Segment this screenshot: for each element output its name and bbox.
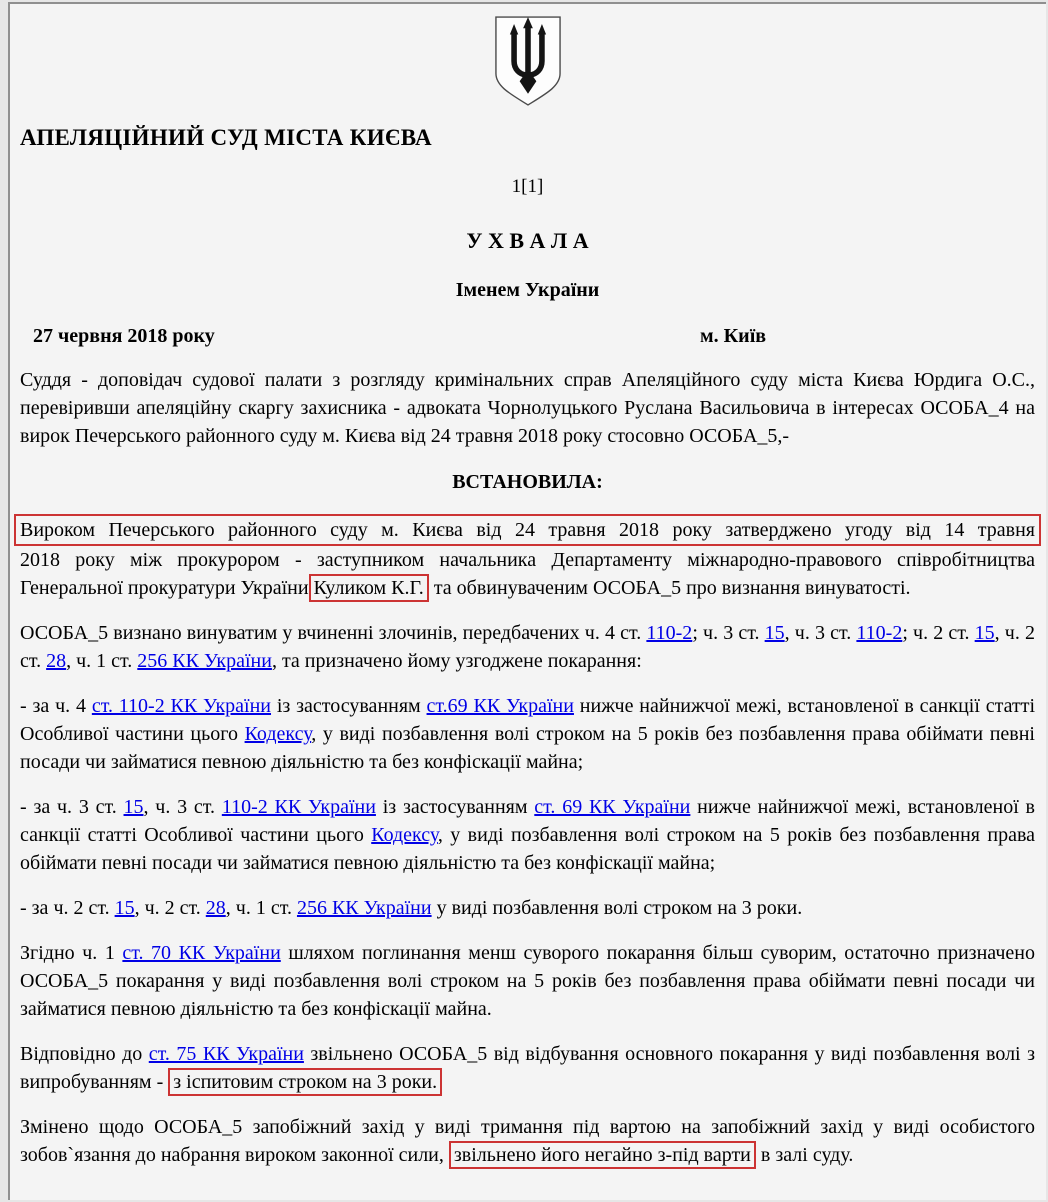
statute-link[interactable]: 110-2 КК України bbox=[221, 796, 376, 818]
paragraph-charges bbox=[20, 619, 1035, 675]
text-run: в залі суду. bbox=[755, 1144, 854, 1166]
text-run: нижче найнижчої межі, встановленої в санкції статті Особливої частини цього bbox=[20, 796, 1035, 846]
statute-link[interactable]: 15 bbox=[974, 622, 995, 644]
red-highlight-line: Вироком Печерського районного суду м. Києва від 24 травня 2018 року затверджено угоду від 14 травня bbox=[14, 514, 1041, 546]
text-run: , ч. 2 ст. bbox=[20, 622, 1036, 672]
court-name-heading: АПЕЛЯЦІЙНИЙ СУД МІСТА КИЄВА bbox=[20, 125, 432, 150]
text-run: 2018 року між прокурором - заступником начальника Департаменту міжнародно-правового співробітництва Генеральної прокуратури України bbox=[20, 549, 1035, 599]
paragraph-probation bbox=[20, 1040, 1035, 1096]
trident-shield-icon bbox=[493, 15, 563, 107]
text-run: , у виді позбавлення волі строком на 5 років без позбавлення права обіймати певні посади чи займатися певною діяльністю та без конфіскації майна; bbox=[20, 723, 1035, 773]
decision-city: м. Київ bbox=[700, 325, 767, 347]
text-run: із застосуванням bbox=[375, 796, 535, 818]
statute-link[interactable]: 15 bbox=[764, 622, 785, 644]
paragraph-preventive-measure bbox=[20, 1113, 1035, 1169]
text-run: - за ч. 2 ст. bbox=[20, 897, 115, 919]
paragraph-verdict-approval bbox=[20, 514, 1035, 602]
document-type-title: У Х В А Л А bbox=[466, 228, 589, 253]
statute-link[interactable]: ст. 110-2 КК України bbox=[91, 695, 272, 717]
statute-link[interactable]: ст.69 КК України bbox=[426, 695, 574, 717]
text-run: Змінено щодо ОСОБА_5 запобіжний захід у виді тримання під вартою на запобіжний захід у виді особистого зобов`язання до набрання вироком законної сили, bbox=[20, 1116, 1035, 1166]
red-highlight-box: звільнено його негайно з-під варти bbox=[449, 1141, 756, 1169]
text-run: нижче найнижчої межі, встановленої в санкції статті Особливої частини цього bbox=[20, 695, 1035, 745]
text-run: , та призначено йому узгоджене покарання: bbox=[271, 650, 642, 672]
statute-link[interactable]: ст. 70 КК України bbox=[122, 942, 281, 964]
text-run: , ч. 3 ст. bbox=[143, 796, 222, 818]
statute-link[interactable]: 256 КК України bbox=[137, 650, 272, 672]
statute-link[interactable]: ст. 75 КК України bbox=[148, 1043, 304, 1065]
paragraph-sentence-ch4 bbox=[20, 692, 1035, 776]
statute-link[interactable]: 15 bbox=[123, 796, 144, 818]
text-run: ; ч. 3 ст. bbox=[692, 622, 765, 644]
footnote-ref: 1[1] bbox=[511, 176, 544, 197]
date-place-line bbox=[20, 323, 1035, 349]
text-run: - за ч. 4 bbox=[20, 695, 92, 717]
paragraph-sentence-ch2 bbox=[20, 894, 1035, 922]
text-run: ОСОБА_5 визнано винуватим у вчиненні злочинів, передбачених ч. 4 ст. bbox=[20, 622, 647, 644]
document-frame bbox=[8, 2, 1046, 1200]
text-run: Згідно ч. 1 bbox=[20, 942, 123, 964]
text-run: , у виді позбавлення волі строком на 5 років без позбавлення права обіймати певні посади чи займатися певною діяльністю та без конфіскації майна; bbox=[20, 824, 1035, 874]
text-run: , ч. 3 ст. bbox=[784, 622, 857, 644]
statute-link[interactable]: 256 КК України bbox=[296, 897, 432, 919]
text-run: та обвинуваченим ОСОБА_5 про визнання винуватості. bbox=[428, 577, 911, 599]
text-run: Відповідно до bbox=[20, 1043, 149, 1065]
text-run: шляхом поглинання менш суворого покарання більш суворим, остаточно призначено ОСОБА_5 покарання у виді позбавлення волі строком на 5 років без позбавлення права обіймати певні посади чи займатися певною діяльністю та без конфіскації майна. bbox=[20, 942, 1035, 1020]
statute-link[interactable]: ст. 69 КК України bbox=[534, 796, 691, 818]
text-run: , ч. 1 ст. bbox=[66, 650, 138, 672]
red-highlight-box: з іспитовим строком на 3 роки. bbox=[168, 1068, 442, 1096]
ukraine-trident-emblem bbox=[493, 15, 563, 107]
paragraph-final-sentence bbox=[20, 939, 1035, 1023]
statute-link[interactable]: 28 bbox=[46, 650, 67, 672]
text-run: звільнено ОСОБА_5 від відбування основного покарання у виді позбавлення волі з випробуванням - bbox=[20, 1043, 1035, 1093]
statute-link[interactable]: 15 bbox=[114, 897, 135, 919]
text-run: у виді позбавлення волі строком на 3 роки. bbox=[431, 897, 803, 919]
text-run: ; ч. 2 ст. bbox=[902, 622, 975, 644]
paragraph-intro bbox=[20, 366, 1035, 450]
statute-link[interactable]: 110-2 bbox=[646, 622, 693, 644]
statute-link[interactable]: 110-2 bbox=[856, 622, 903, 644]
decision-date: 27 червня 2018 року bbox=[33, 325, 215, 347]
paragraph-sentence-ch3 bbox=[20, 793, 1035, 877]
red-highlight-box: Куликом К.Г. bbox=[309, 574, 429, 602]
statute-link[interactable]: Кодексу bbox=[371, 824, 438, 846]
statute-link[interactable]: Кодексу bbox=[244, 723, 312, 745]
established-heading: ВСТАНОВИЛА: bbox=[452, 471, 603, 493]
court-decision-page bbox=[0, 2, 1048, 1202]
in-the-name-of-ukraine-subtitle: Іменем України bbox=[455, 279, 600, 301]
text-run: , ч. 2 ст. bbox=[134, 897, 206, 919]
text-run: Суддя - доповідач судової палати з розгляду кримінальних справ Апеляційного суду міста Києва Юрдига О.С., перевіривши апеляційну скаргу захисника - адвоката Чорнолуцького Руслана Васильовича в інтересах ОСОБА_4 на вирок Печерського районного суду м. Києва від 24 травня 2018 року стосовно ОСОБА_5,- bbox=[20, 369, 1035, 447]
text-run: - за ч. 3 ст. bbox=[20, 796, 124, 818]
statute-link[interactable]: 28 bbox=[205, 897, 226, 919]
text-run: , ч. 1 ст. bbox=[225, 897, 297, 919]
text-run: із застосуванням bbox=[271, 695, 427, 717]
